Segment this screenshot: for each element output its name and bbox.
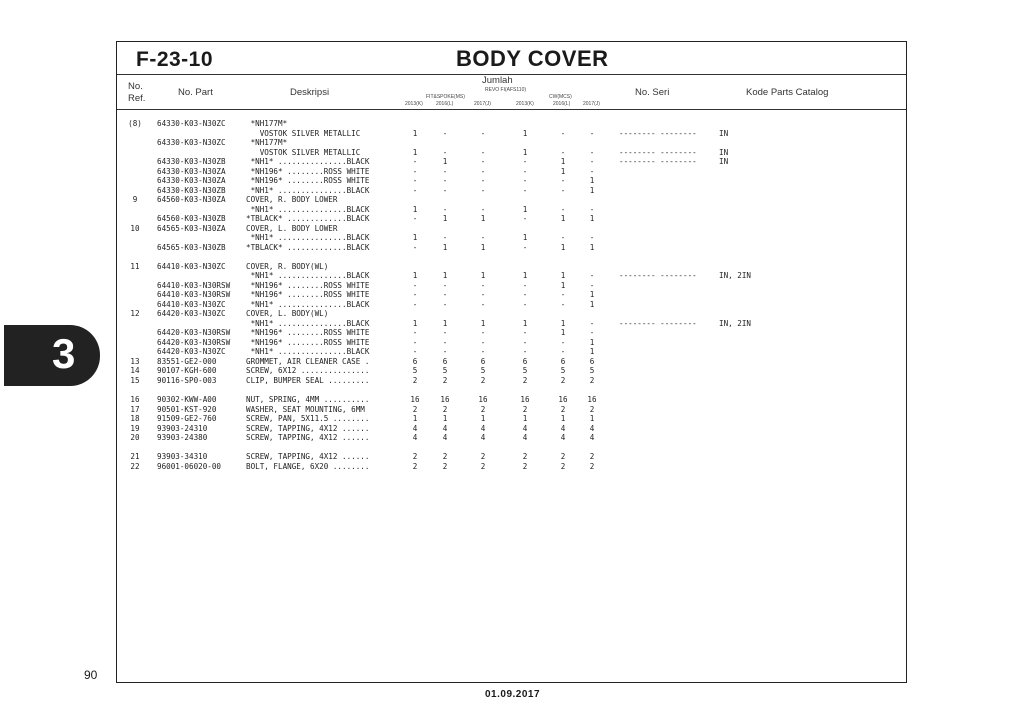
table-row (0, 309, 1024, 319)
quantity: - (412, 338, 418, 347)
part-number: 64410-K03-N30RSW (157, 281, 231, 290)
group-revo: REVO FI(AFS110) (485, 87, 527, 93)
quantity: 1 (480, 214, 486, 223)
quantity: 2 (560, 376, 566, 385)
description: *NH1* ...............BLACK (246, 205, 370, 214)
quantity: - (480, 157, 486, 166)
quantity: 6 (480, 357, 486, 366)
quantity: - (560, 338, 566, 347)
quantity: 16 (410, 395, 420, 404)
quantity: 2 (560, 452, 566, 461)
serial-range: -------- -------- (619, 148, 697, 157)
quantity: 1 (589, 186, 595, 195)
ref-number: 9 (132, 195, 138, 204)
part-number: 90116-SP0-003 (157, 376, 217, 385)
description: SCREW, TAPPING, 4X12 ...... (246, 433, 370, 442)
description: *TBLACK* .............BLACK (246, 214, 370, 223)
table-row (0, 462, 1024, 472)
quantity: - (412, 214, 418, 223)
quantity: 1 (412, 148, 418, 157)
quantity: - (560, 300, 566, 309)
description: *NH177M* (246, 138, 288, 147)
part-number: 64560-K03-N30ZA (157, 195, 226, 204)
quantity: - (442, 328, 448, 337)
quantity: 2 (442, 462, 448, 471)
quantity: - (412, 167, 418, 176)
quantity: 5 (522, 366, 528, 375)
quantity: 2 (480, 405, 486, 414)
quantity: - (522, 281, 528, 290)
quantity: - (589, 319, 595, 328)
description: *NH1* ...............BLACK (246, 186, 370, 195)
quantity: - (480, 148, 486, 157)
quantity: 6 (560, 357, 566, 366)
ref-number: 22 (130, 462, 140, 471)
quantity: 1 (560, 328, 566, 337)
quantity: - (442, 176, 448, 185)
quantity: 5 (480, 366, 486, 375)
ref-number: 16 (130, 395, 140, 404)
quantity: 6 (522, 357, 528, 366)
description: *NH1* ...............BLACK (246, 300, 370, 309)
quantity: 1 (589, 300, 595, 309)
quantity: - (589, 129, 595, 138)
part-number: 64420-K03-N30ZC (157, 309, 226, 318)
quantity: - (522, 176, 528, 185)
quantity: - (412, 290, 418, 299)
quantity: - (480, 290, 486, 299)
quantity: - (442, 338, 448, 347)
part-number: 64410-K03-N30RSW (157, 290, 231, 299)
part-number: 64420-K03-N30RSW (157, 338, 231, 347)
quantity: - (412, 281, 418, 290)
catalog-code: IN, 2IN (719, 319, 752, 328)
description: *NH196* ........ROSS WHITE (246, 281, 370, 290)
quantity: - (412, 243, 418, 252)
quantity: - (589, 271, 595, 280)
table-row (0, 452, 1024, 462)
quantity: 2 (480, 376, 486, 385)
quantity: - (480, 167, 486, 176)
description: *NH1* ...............BLACK (246, 157, 370, 166)
quantity: 4 (522, 433, 528, 442)
description: COVER, R. BODY LOWER (246, 195, 338, 204)
description: NUT, SPRING, 4MM .......... (246, 395, 370, 404)
quantity: 5 (589, 366, 595, 375)
year-col-6: 2017(J) (583, 101, 600, 107)
quantity: 1 (442, 319, 448, 328)
quantity: 4 (412, 433, 418, 442)
header-divider (117, 109, 906, 110)
group-cw: CW(MCS) (549, 94, 572, 100)
quantity: - (522, 214, 528, 223)
ref-number: 15 (130, 376, 140, 385)
quantity: 1 (560, 243, 566, 252)
catalog-code: IN (719, 157, 729, 166)
quantity: 2 (589, 452, 595, 461)
serial-range: -------- -------- (619, 129, 697, 138)
quantity: 1 (442, 414, 448, 423)
quantity: 2 (589, 405, 595, 414)
serial-range: -------- -------- (619, 271, 697, 280)
page-title: BODY COVER (456, 46, 609, 71)
description: *NH196* ........ROSS WHITE (246, 328, 370, 337)
quantity: 2 (442, 376, 448, 385)
description: *NH1* ...............BLACK (246, 271, 370, 280)
part-number: 64410-K03-N30ZC (157, 262, 226, 271)
col-header-seri: No. Seri (635, 87, 670, 98)
quantity: 1 (412, 271, 418, 280)
quantity: 1 (522, 414, 528, 423)
part-number: 93903-24380 (157, 433, 208, 442)
quantity: - (412, 328, 418, 337)
quantity: 4 (522, 424, 528, 433)
quantity: - (442, 148, 448, 157)
part-number: 64330-K03-N30ZA (157, 167, 226, 176)
page-number: 90 (84, 668, 98, 682)
quantity: 4 (589, 433, 595, 442)
year-col-5: 2016(L) (553, 101, 571, 107)
quantity: 5 (412, 366, 418, 375)
table-row (0, 157, 1024, 167)
table-row (0, 290, 1024, 300)
catalog-code: IN, 2IN (719, 271, 752, 280)
year-col-2: 2016(L) (436, 101, 454, 107)
table-row (0, 433, 1024, 443)
description: *NH177M* (246, 119, 288, 128)
quantity: - (442, 167, 448, 176)
ref-number: 11 (130, 262, 140, 271)
quantity: - (589, 148, 595, 157)
description: WASHER, SEAT MOUNTING, 6MM (246, 405, 365, 414)
quantity: - (480, 300, 486, 309)
quantity: 4 (560, 433, 566, 442)
part-number: 64410-K03-N30ZC (157, 300, 226, 309)
group-fit: FIT&SPOKE(MS) (426, 94, 465, 100)
description: COVER, L. BODY(WL) (246, 309, 329, 318)
ref-number: 21 (130, 452, 140, 461)
description: *TBLACK* .............BLACK (246, 243, 370, 252)
description: *NH196* ........ROSS WHITE (246, 167, 370, 176)
quantity: - (589, 328, 595, 337)
quantity: - (522, 347, 528, 356)
quantity: 1 (589, 338, 595, 347)
ref-number: 20 (130, 433, 140, 442)
quantity: 4 (442, 433, 448, 442)
col-header-no: No. (128, 81, 143, 92)
quantity: 1 (412, 414, 418, 423)
table-row (0, 176, 1024, 186)
quantity: - (442, 186, 448, 195)
quantity: 2 (522, 452, 528, 461)
part-number: 83551-GE2-000 (157, 357, 217, 366)
part-number: 64330-K03-N30ZC (157, 138, 226, 147)
serial-range: -------- -------- (619, 319, 697, 328)
quantity: 5 (442, 366, 448, 375)
ref-number: 12 (130, 309, 140, 318)
quantity: - (589, 205, 595, 214)
quantity: 4 (480, 424, 486, 433)
col-header-desc: Deskripsi (290, 87, 330, 98)
quantity: 16 (558, 395, 568, 404)
quantity: 16 (587, 395, 597, 404)
table-row (0, 243, 1024, 253)
quantity: 6 (442, 357, 448, 366)
quantity: - (560, 347, 566, 356)
quantity: - (560, 290, 566, 299)
quantity: 2 (480, 452, 486, 461)
quantity: - (522, 300, 528, 309)
quantity: 1 (589, 347, 595, 356)
part-number: 64565-K03-N30ZB (157, 243, 226, 252)
quantity: 1 (480, 414, 486, 423)
description: SCREW, 6X12 ............... (246, 366, 370, 375)
quantity: - (560, 233, 566, 242)
quantity: - (480, 281, 486, 290)
col-header-kode: Kode Parts Catalog (746, 87, 829, 98)
quantity: 1 (412, 319, 418, 328)
quantity: 1 (480, 243, 486, 252)
quantity: - (442, 281, 448, 290)
quantity: - (560, 205, 566, 214)
description: *NH196* ........ROSS WHITE (246, 338, 370, 347)
quantity: 2 (412, 452, 418, 461)
quantity: 1 (560, 157, 566, 166)
part-number: 64565-K03-N30ZA (157, 224, 226, 233)
description: *NH1* ...............BLACK (246, 347, 370, 356)
quantity: - (480, 233, 486, 242)
quantity: - (442, 233, 448, 242)
quantity: 1 (412, 205, 418, 214)
quantity: - (560, 186, 566, 195)
quantity: - (412, 300, 418, 309)
description: *NH196* ........ROSS WHITE (246, 176, 370, 185)
chapter-tab (4, 325, 100, 386)
quantity: - (480, 328, 486, 337)
quantity: 6 (589, 357, 595, 366)
table-row (0, 233, 1024, 243)
quantity: 1 (480, 319, 486, 328)
quantity: 4 (412, 424, 418, 433)
quantity: 2 (442, 452, 448, 461)
quantity: 2 (412, 405, 418, 414)
quantity: - (442, 205, 448, 214)
quantity: 1 (442, 243, 448, 252)
part-number: 90107-KGH-600 (157, 366, 217, 375)
table-row (0, 138, 1024, 148)
description: COVER, R. BODY(WL) (246, 262, 329, 271)
year-col-3: 2017(J) (474, 101, 491, 107)
year-col-1: 2013(K) (405, 101, 423, 107)
quantity: 2 (522, 462, 528, 471)
description: SCREW, TAPPING, 4X12 ...... (246, 424, 370, 433)
quantity: - (442, 300, 448, 309)
part-number: 64560-K03-N30ZB (157, 214, 226, 223)
quantity: 6 (412, 357, 418, 366)
quantity: 1 (560, 414, 566, 423)
table-row (0, 119, 1024, 129)
quantity: 1 (412, 233, 418, 242)
quantity: - (522, 338, 528, 347)
quantity: - (480, 338, 486, 347)
quantity: - (560, 176, 566, 185)
table-row (0, 366, 1024, 376)
quantity: 16 (440, 395, 450, 404)
quantity: 1 (522, 233, 528, 242)
quantity: 1 (442, 214, 448, 223)
quantity: - (480, 186, 486, 195)
quantity: - (480, 129, 486, 138)
quantity: - (442, 129, 448, 138)
quantity: 2 (560, 462, 566, 471)
part-number: 90302-KWW-A00 (157, 395, 217, 404)
quantity: 2 (412, 376, 418, 385)
quantity: 16 (478, 395, 488, 404)
table-row (0, 195, 1024, 205)
quantity: 2 (560, 405, 566, 414)
quantity: 1 (560, 281, 566, 290)
catalog-code: IN (719, 129, 729, 138)
quantity: - (412, 186, 418, 195)
quantity: 1 (589, 290, 595, 299)
table-row (0, 214, 1024, 224)
quantity: 1 (560, 214, 566, 223)
ref-number: 13 (130, 357, 140, 366)
col-header-jumlah: Jumlah (482, 75, 513, 86)
quantity: 1 (589, 243, 595, 252)
description: *NH1* ...............BLACK (246, 319, 370, 328)
part-number: 96001-06020-00 (157, 462, 222, 471)
quantity: 1 (522, 148, 528, 157)
col-header-ref: Ref. (128, 93, 146, 104)
quantity: 1 (522, 205, 528, 214)
quantity: 1 (589, 214, 595, 223)
quantity: 1 (589, 414, 595, 423)
quantity: 1 (560, 271, 566, 280)
quantity: - (522, 157, 528, 166)
part-number: 64330-K03-N30ZB (157, 157, 226, 166)
description: COVER, L. BODY LOWER (246, 224, 338, 233)
catalog-code: IN (719, 148, 729, 157)
quantity: - (560, 148, 566, 157)
quantity: - (480, 176, 486, 185)
quantity: 1 (560, 167, 566, 176)
ref-number: 14 (130, 366, 140, 375)
quantity: 5 (560, 366, 566, 375)
description: VOSTOK SILVER METALLIC (246, 129, 361, 138)
quantity: - (560, 129, 566, 138)
chapter-number: 3 (52, 330, 76, 377)
quantity: 1 (412, 129, 418, 138)
quantity: 2 (522, 405, 528, 414)
quantity: 1 (442, 271, 448, 280)
quantity: 4 (480, 433, 486, 442)
quantity: - (589, 157, 595, 166)
quantity: - (412, 157, 418, 166)
description: CLIP, BUMPER SEAL ......... (246, 376, 370, 385)
quantity: - (522, 290, 528, 299)
quantity: - (442, 290, 448, 299)
quantity: - (522, 186, 528, 195)
year-col-4: 2013(K) (516, 101, 534, 107)
quantity: 1 (589, 176, 595, 185)
quantity: 2 (589, 376, 595, 385)
quantity: - (412, 176, 418, 185)
part-number: 64330-K03-N30ZC (157, 119, 226, 128)
quantity: - (589, 281, 595, 290)
part-number: 64420-K03-N30RSW (157, 328, 231, 337)
quantity: 1 (522, 271, 528, 280)
quantity: 1 (522, 129, 528, 138)
description: *NH1* ...............BLACK (246, 233, 370, 242)
quantity: 1 (480, 271, 486, 280)
quantity: 4 (560, 424, 566, 433)
quantity: 1 (442, 157, 448, 166)
description: SCREW, TAPPING, 4X12 ...... (246, 452, 370, 461)
quantity: - (442, 347, 448, 356)
quantity: 1 (560, 319, 566, 328)
part-number: 64330-K03-N30ZB (157, 186, 226, 195)
quantity: - (522, 167, 528, 176)
quantity: 2 (589, 462, 595, 471)
quantity: - (480, 205, 486, 214)
quantity: 4 (589, 424, 595, 433)
col-header-part: No. Part (178, 87, 213, 98)
table-row (0, 395, 1024, 405)
table-row (0, 347, 1024, 357)
quantity: - (522, 243, 528, 252)
description: VOSTOK SILVER METALLIC (246, 148, 361, 157)
part-number: 64330-K03-N30ZA (157, 176, 226, 185)
quantity: - (412, 347, 418, 356)
quantity: 2 (442, 405, 448, 414)
ref-number: 19 (130, 424, 140, 433)
table-row (0, 376, 1024, 386)
quantity: 1 (522, 319, 528, 328)
quantity: - (589, 233, 595, 242)
quantity: 2 (480, 462, 486, 471)
ref-number: 18 (130, 414, 140, 423)
part-number: 93903-24310 (157, 424, 208, 433)
section-code: F-23-10 (136, 48, 214, 71)
table-row (0, 414, 1024, 424)
quantity: - (589, 167, 595, 176)
quantity: 2 (522, 376, 528, 385)
description: BOLT, FLANGE, 6X20 ........ (246, 462, 370, 471)
ref-number: (8) (128, 119, 142, 128)
description: GROMMET, AIR CLEANER CASE . (246, 357, 370, 366)
table-row (0, 271, 1024, 281)
description: SCREW, PAN, 5X11.5 ........ (246, 414, 370, 423)
part-number: 91509-GE2-760 (157, 414, 217, 423)
part-number: 64420-K03-N30ZC (157, 347, 226, 356)
print-date: 01.09.2017 (485, 689, 541, 700)
serial-range: -------- -------- (619, 157, 697, 166)
ref-number: 10 (130, 224, 140, 233)
part-number: 93903-34310 (157, 452, 208, 461)
table-row (0, 328, 1024, 338)
quantity: - (480, 347, 486, 356)
quantity: 2 (412, 462, 418, 471)
quantity: 16 (520, 395, 530, 404)
quantity: 4 (442, 424, 448, 433)
quantity: - (522, 328, 528, 337)
description: *NH196* ........ROSS WHITE (246, 290, 370, 299)
part-number: 90501-KST-920 (157, 405, 217, 414)
ref-number: 17 (130, 405, 140, 414)
